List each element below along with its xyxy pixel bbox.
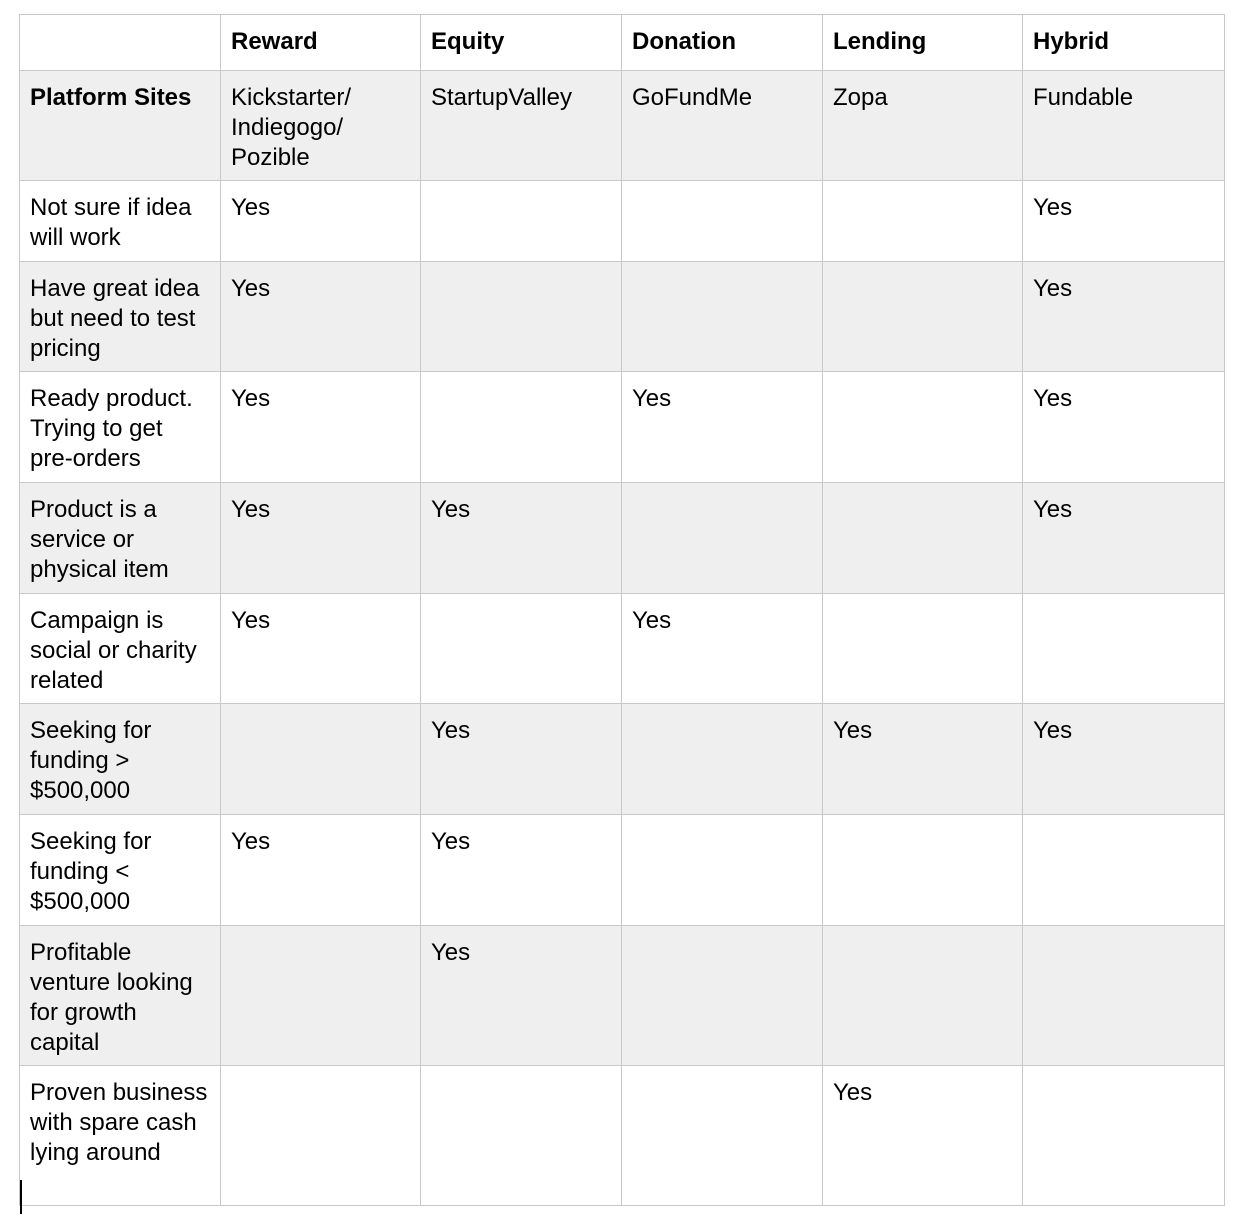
table-cell[interactable]: Yes bbox=[421, 704, 622, 815]
table-cell[interactable]: Yes bbox=[1023, 372, 1225, 483]
table-cell[interactable]: Yes bbox=[221, 483, 421, 594]
row-label[interactable]: Product is a service or physical item bbox=[20, 483, 221, 594]
table-cell[interactable]: Yes bbox=[221, 181, 421, 262]
table-row bbox=[20, 926, 1225, 1066]
column-header-hybrid[interactable]: Hybrid bbox=[1023, 15, 1225, 71]
table-row bbox=[20, 704, 1225, 815]
table-cell[interactable]: Yes bbox=[221, 594, 421, 704]
table-cell[interactable] bbox=[823, 181, 1023, 262]
column-header-reward[interactable]: Reward bbox=[221, 15, 421, 71]
table-row bbox=[20, 262, 1225, 372]
platform-sites-row bbox=[20, 71, 1225, 181]
table-cell[interactable] bbox=[823, 926, 1023, 1066]
table-cell[interactable]: Yes bbox=[421, 483, 622, 594]
table-cell[interactable] bbox=[1023, 594, 1225, 704]
column-header-lending[interactable]: Lending bbox=[823, 15, 1023, 71]
table-cell[interactable] bbox=[622, 181, 823, 262]
table-cell[interactable] bbox=[622, 1066, 823, 1206]
table-cell[interactable]: Yes bbox=[221, 815, 421, 926]
table-row bbox=[20, 1066, 1225, 1206]
row-label[interactable]: Have great idea but need to test pricing bbox=[20, 262, 221, 372]
table-cell[interactable] bbox=[622, 262, 823, 372]
table-cell[interactable] bbox=[622, 483, 823, 594]
table-cell[interactable]: Yes bbox=[1023, 181, 1225, 262]
row-label[interactable]: Ready product. Trying to get pre-orders bbox=[20, 372, 221, 483]
table-cell[interactable] bbox=[823, 594, 1023, 704]
table-row bbox=[20, 483, 1225, 594]
table-cell[interactable] bbox=[823, 483, 1023, 594]
column-header-equity[interactable]: Equity bbox=[421, 15, 622, 71]
table-cell[interactable] bbox=[421, 594, 622, 704]
table-cell[interactable]: Yes bbox=[221, 262, 421, 372]
row-label[interactable]: Seeking for funding > $500,000 bbox=[20, 704, 221, 815]
table-cell[interactable] bbox=[622, 926, 823, 1066]
table-cell[interactable] bbox=[1023, 926, 1225, 1066]
row-label[interactable]: Campaign is social or charity related bbox=[20, 594, 221, 704]
table-row bbox=[20, 815, 1225, 926]
table-row bbox=[20, 181, 1225, 262]
table-cell[interactable] bbox=[421, 1066, 622, 1206]
table-cell[interactable]: StartupValley bbox=[421, 71, 622, 181]
table-cell[interactable] bbox=[421, 262, 622, 372]
table-cell[interactable]: Yes bbox=[421, 926, 622, 1066]
table-cell[interactable] bbox=[622, 704, 823, 815]
table-row bbox=[20, 594, 1225, 704]
table-cell[interactable] bbox=[421, 181, 622, 262]
table-cell[interactable]: Zopa bbox=[823, 71, 1023, 181]
table-cell[interactable] bbox=[823, 815, 1023, 926]
column-header-donation[interactable]: Donation bbox=[622, 15, 823, 71]
table-row bbox=[20, 372, 1225, 483]
comparison-table bbox=[19, 14, 1225, 1206]
table-cell[interactable] bbox=[221, 926, 421, 1066]
table-cell[interactable] bbox=[823, 262, 1023, 372]
table-cell[interactable]: Fundable bbox=[1023, 71, 1225, 181]
row-label[interactable]: Seeking for funding < $500,000 bbox=[20, 815, 221, 926]
row-label[interactable]: Not sure if idea will work bbox=[20, 181, 221, 262]
table-cell[interactable]: Yes bbox=[1023, 704, 1225, 815]
corner-cell[interactable] bbox=[20, 15, 221, 71]
row-label[interactable]: Platform Sites bbox=[20, 71, 221, 181]
table-cell[interactable] bbox=[221, 704, 421, 815]
table-cell[interactable]: GoFundMe bbox=[622, 71, 823, 181]
row-label[interactable]: Profitable venture looking for growth capital bbox=[20, 926, 221, 1066]
table-cell[interactable]: Yes bbox=[622, 594, 823, 704]
header-row bbox=[20, 15, 1225, 71]
row-label[interactable]: Proven business with spare cash lying around bbox=[20, 1066, 221, 1206]
table-cell[interactable] bbox=[823, 372, 1023, 483]
table-cell[interactable]: Yes bbox=[1023, 262, 1225, 372]
table-cell[interactable]: Yes bbox=[622, 372, 823, 483]
table-cell[interactable] bbox=[221, 1066, 421, 1206]
table-cell[interactable]: Yes bbox=[823, 704, 1023, 815]
table-cell[interactable] bbox=[421, 372, 622, 483]
table-cell[interactable]: Yes bbox=[221, 372, 421, 483]
table-cell[interactable]: Yes bbox=[823, 1066, 1023, 1206]
table-cell[interactable] bbox=[1023, 815, 1225, 926]
table-cell[interactable] bbox=[1023, 1066, 1225, 1206]
table-cell[interactable]: Yes bbox=[421, 815, 622, 926]
table-cell[interactable]: Kickstarter/ Indiegogo/ Pozible bbox=[221, 71, 421, 181]
text-cursor bbox=[20, 1180, 22, 1214]
table-cell[interactable]: Yes bbox=[1023, 483, 1225, 594]
table-cell[interactable] bbox=[622, 815, 823, 926]
